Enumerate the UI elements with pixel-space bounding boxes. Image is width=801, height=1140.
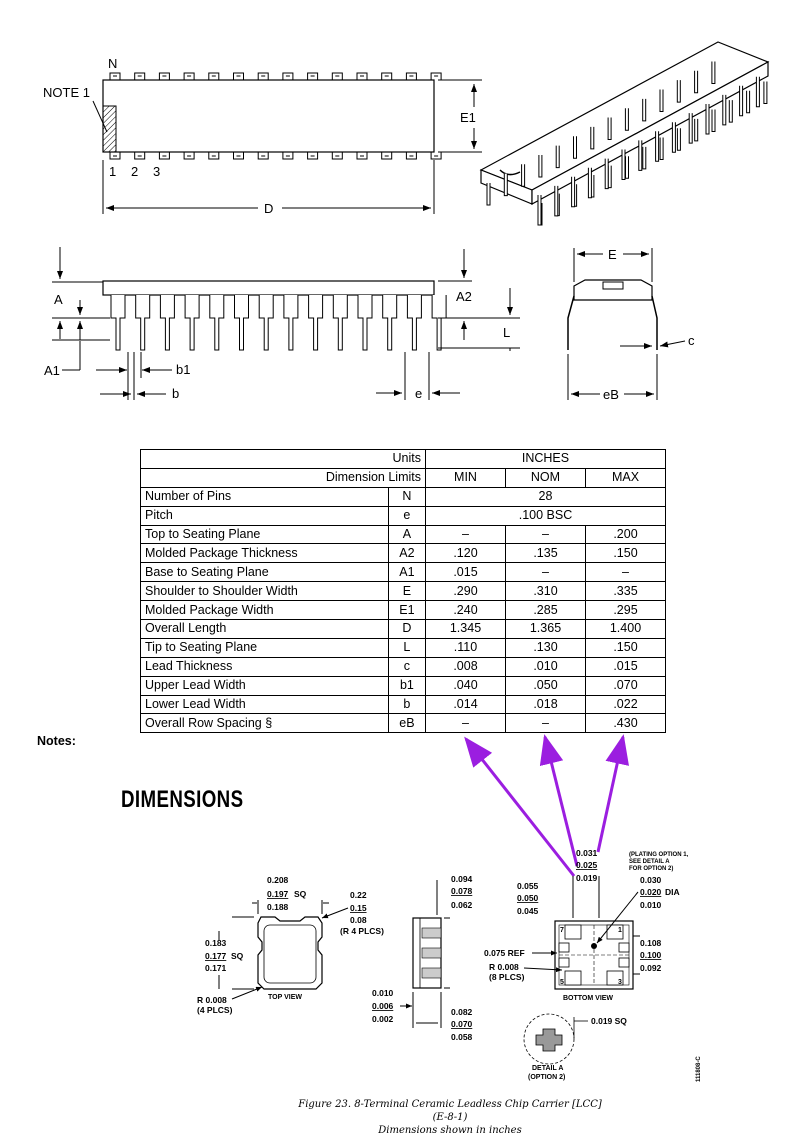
h-max: 0.108	[640, 938, 662, 948]
param-max: .335	[586, 582, 666, 601]
param-max: .430	[586, 714, 666, 733]
dim-c-label: c	[688, 333, 695, 348]
p-min: 0.045	[517, 906, 539, 916]
h-nom: 0.100	[640, 950, 662, 960]
param-nom: .050	[506, 676, 586, 695]
pin-2-label: 2	[131, 164, 139, 179]
pin-n-label: N	[108, 56, 118, 71]
param-nom: .135	[506, 544, 586, 563]
param-name: Base to Seating Plane	[141, 563, 389, 582]
top-w-nom: 0.197	[267, 889, 289, 899]
param-name: Lower Lead Width	[141, 695, 389, 714]
param-name: Overall Length	[141, 620, 389, 639]
param-symbol: L	[388, 638, 425, 657]
param-name: Tip to Seating Plane	[141, 638, 389, 657]
param-min: –	[426, 525, 506, 544]
dim-e-cap-label: E	[608, 247, 617, 262]
param-name: Overall Row Spacing §	[141, 714, 389, 733]
param-name: Lead Thickness	[141, 657, 389, 676]
bottom-pin5: 5	[560, 979, 564, 986]
dim-limits-label: Dimension Limits	[141, 468, 426, 487]
side-t-nom: 0.078	[451, 886, 473, 896]
param-symbol: b	[388, 695, 425, 714]
param-nom: –	[506, 714, 586, 733]
bottom-pin7: 7	[560, 927, 564, 934]
param-nom: –	[506, 525, 586, 544]
param-min: .014	[426, 695, 506, 714]
doc-code: 111808-C	[696, 1056, 702, 1082]
dia-nom: 0.020	[640, 887, 662, 897]
param-symbol: E1	[388, 601, 425, 620]
param-nom: 1.365	[506, 620, 586, 639]
index-dot	[591, 943, 597, 949]
param-symbol: A	[388, 525, 425, 544]
dim-eb-label: eB	[603, 387, 619, 402]
top-w-min: 0.188	[267, 902, 289, 912]
dim-b1-label: b1	[176, 362, 191, 377]
dia-label: DIA	[665, 887, 680, 897]
note1-label: NOTE 1	[43, 85, 90, 100]
dimensions-heading: DIMENSIONS	[121, 786, 244, 813]
param-name: Top to Seating Plane	[141, 525, 389, 544]
detail-sq: 0.019 SQ	[591, 1016, 627, 1026]
param-max: .150	[586, 544, 666, 563]
dim-a-label: A	[54, 292, 63, 307]
param-nom: .130	[506, 638, 586, 657]
dim-a2-label: A2	[456, 289, 472, 304]
figure-units: Dimensions shown in inches	[378, 1125, 522, 1136]
param-max: .200	[586, 525, 666, 544]
bottom-pin3: 3	[618, 979, 622, 986]
pad-max: 0.031	[576, 848, 598, 858]
pin-3-label: 3	[153, 164, 161, 179]
param-symbol: e	[388, 506, 425, 525]
option2-label: (OPTION 2)	[528, 1074, 566, 1081]
lcc-top-view	[197, 875, 384, 1015]
dia-min: 0.010	[640, 900, 662, 910]
param-symbol: A1	[388, 563, 425, 582]
param-min: .015	[426, 563, 506, 582]
param-min: –	[426, 714, 506, 733]
r-nom: 0.15	[350, 903, 367, 913]
param-symbol: N	[388, 487, 425, 506]
side-t-max: 0.094	[451, 874, 473, 884]
param-max: .295	[586, 601, 666, 620]
plcs8: (8 PLCS)	[489, 972, 525, 982]
dim-e1-label: E1	[460, 110, 476, 125]
r-max: 0.22	[350, 890, 367, 900]
p-nom: 0.050	[517, 893, 539, 903]
side-b-max: 0.010	[372, 988, 394, 998]
side-b-nom: 0.006	[372, 1001, 394, 1011]
r008-8: R 0.008	[489, 962, 519, 972]
h-min: 0.092	[640, 963, 662, 973]
param-symbol: b1	[388, 676, 425, 695]
param-min: .008	[426, 657, 506, 676]
plating-3: FOR OPTION 2)	[629, 866, 674, 872]
units-value: INCHES	[426, 450, 666, 469]
r-plcs: (R 4 PLCS)	[340, 926, 384, 936]
dim-l-label: L	[503, 325, 511, 340]
plating-1: (PLATING OPTION 1,	[629, 852, 689, 858]
param-value: .100 BSC	[426, 506, 666, 525]
pad-min: 0.019	[576, 873, 598, 883]
top-h-max: 0.183	[205, 938, 227, 948]
figure-caption: Figure 23. 8-Terminal Ceramic Leadless Chip Carrier [LCC]	[298, 1099, 602, 1110]
param-symbol: eB	[388, 714, 425, 733]
ref-label: 0.075 REF	[484, 948, 525, 958]
units-label: Units	[141, 450, 426, 469]
param-min: .290	[426, 582, 506, 601]
bottom-pin1: 1	[618, 927, 622, 934]
param-min: .110	[426, 638, 506, 657]
param-nom: .285	[506, 601, 586, 620]
param-name: Pitch	[141, 506, 389, 525]
param-max: –	[586, 563, 666, 582]
param-symbol: E	[388, 582, 425, 601]
notes-label: Notes:	[37, 734, 76, 748]
param-name: Upper Lead Width	[141, 676, 389, 695]
param-max: .015	[586, 657, 666, 676]
param-name: Number of Pins	[141, 487, 389, 506]
side-b-min: 0.002	[372, 1014, 394, 1024]
param-max: .150	[586, 638, 666, 657]
r-min: 0.08	[350, 915, 367, 925]
lcc-detail-a	[524, 1014, 627, 1081]
dim-a1-label: A1	[44, 363, 60, 378]
min-header: MIN	[426, 468, 506, 487]
top-h-nom: 0.177	[205, 951, 227, 961]
detail-a-label: DETAIL A	[532, 1065, 564, 1072]
top-h-min: 0.171	[205, 963, 227, 973]
dia-max: 0.030	[640, 875, 662, 885]
nom-header: NOM	[506, 468, 586, 487]
param-symbol: D	[388, 620, 425, 639]
param-symbol: c	[388, 657, 425, 676]
p-max: 0.055	[517, 881, 539, 891]
max-header: MAX	[586, 468, 666, 487]
top-w-max: 0.208	[267, 875, 289, 885]
side-t-min: 0.062	[451, 900, 473, 910]
top-w-sq: SQ	[294, 889, 307, 899]
param-symbol: A2	[388, 544, 425, 563]
plating-2: SEE DETAIL A	[629, 859, 670, 865]
top-h-sq: SQ	[231, 951, 244, 961]
param-min: .040	[426, 676, 506, 695]
param-nom: –	[506, 563, 586, 582]
dim-e-label: e	[415, 386, 423, 401]
param-name: Shoulder to Shoulder Width	[141, 582, 389, 601]
top-view-label: TOP VIEW	[268, 994, 302, 1001]
r008-4: R 0.008	[197, 995, 227, 1005]
param-name: Molded Package Width	[141, 601, 389, 620]
bottom-view-label: BOTTOM VIEW	[563, 995, 614, 1002]
param-nom: .018	[506, 695, 586, 714]
param-min: .120	[426, 544, 506, 563]
lcc-bottom-view	[484, 848, 689, 1002]
side-w-max: 0.082	[451, 1007, 473, 1017]
param-max: .022	[586, 695, 666, 714]
param-min: 1.345	[426, 620, 506, 639]
pad-nom: 0.025	[576, 860, 598, 870]
param-max: 1.400	[586, 620, 666, 639]
dim-b-label: b	[172, 386, 180, 401]
param-min: .240	[426, 601, 506, 620]
param-nom: .010	[506, 657, 586, 676]
plcs4: (4 PLCS)	[197, 1005, 233, 1015]
dim-d-label: D	[264, 201, 274, 216]
param-max: .070	[586, 676, 666, 695]
param-name: Molded Package Thickness	[141, 544, 389, 563]
param-nom: .310	[506, 582, 586, 601]
param-value: 28	[426, 487, 666, 506]
lcc-side-view	[372, 874, 473, 1042]
side-w-min: 0.058	[451, 1032, 473, 1042]
pin-1-label: 1	[109, 164, 117, 179]
side-w-nom: 0.070	[451, 1019, 473, 1029]
figure-code: (E-8-1)	[432, 1112, 468, 1123]
